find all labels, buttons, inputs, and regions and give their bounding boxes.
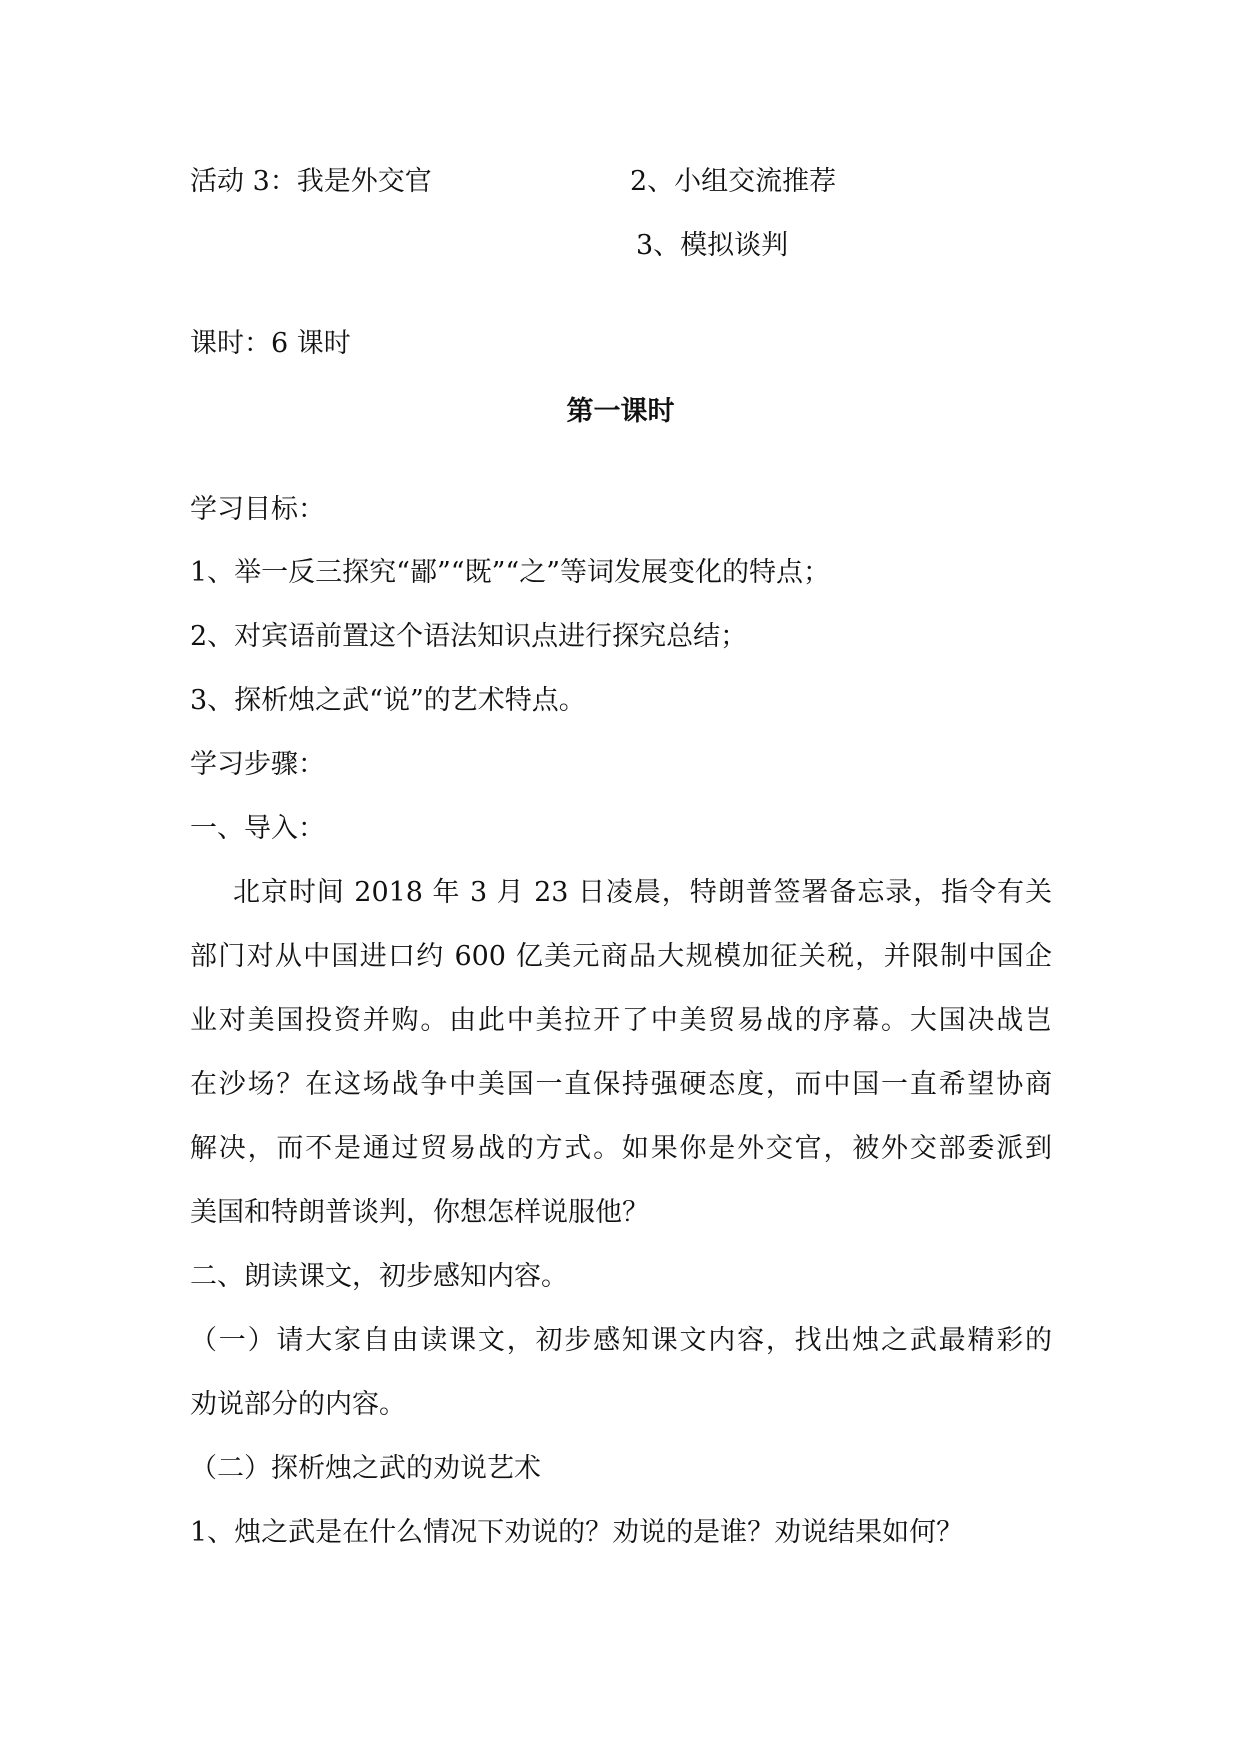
objectives-heading: 学习目标： [190,494,325,525]
intro-paragraph-line: 业对美国投资并购。由此中美拉开了中美贸易战的序幕。大国决战岂 [190,1005,1052,1036]
intro-paragraph-line: 在沙场？在这场战争中美国一直保持强硬态度，而中国一直希望协商 [190,1069,1052,1100]
reading-question-1: 1、烛之武是在什么情况下劝说的？劝说的是谁？劝说结果如何？ [190,1517,964,1548]
lesson-title: 第一课时 [566,396,675,427]
lesson-hours: 课时：6 课时 [190,328,351,359]
reading-part1-line: 劝说部分的内容。 [190,1389,406,1420]
intro-paragraph-line: 解决，而不是通过贸易战的方式。如果你是外交官，被外交部委派到 [190,1133,1052,1164]
steps-heading: 学习步骤： [190,749,325,780]
objective-item: 2、对宾语前置这个语法知识点进行探究总结； [190,621,748,652]
intro-paragraph-line: 美国和特朗普谈判，你想怎样说服他？ [190,1197,649,1228]
intro-paragraph-line: 部门对从中国进口约 600 亿美元商品大规模加征关税，并限制中国企 [190,941,1052,972]
activity-step-2: 2、小组交流推荐 [630,166,837,197]
intro-heading: 一、导入： [190,813,325,844]
intro-paragraph-line: 北京时间 2018 年 3 月 23 日凌晨，特朗普签署备忘录，指令有关 [233,877,1052,908]
reading-heading: 二、朗读课文，初步感知内容。 [190,1261,568,1292]
objective-item: 1、举一反三探究“鄙”“既”“之”等词发展变化的特点； [190,557,830,588]
activity-label: 活动 3：我是外交官 [190,166,432,197]
reading-part1-line: （一）请大家自由读课文，初步感知课文内容，找出烛之武最精彩的 [190,1325,1052,1356]
reading-part2: （二）探析烛之武的劝说艺术 [190,1453,541,1484]
activity-step-3: 3、模拟谈判 [636,230,789,261]
objective-item: 3、探析烛之武“说”的艺术特点。 [190,685,586,716]
